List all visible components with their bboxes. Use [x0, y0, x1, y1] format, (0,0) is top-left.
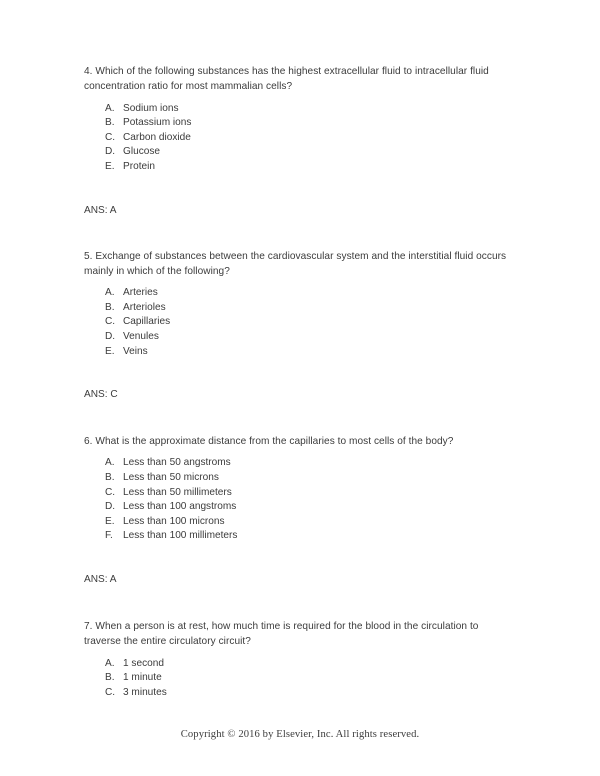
option-label: Veins: [123, 345, 148, 357]
option-item[interactable]: [105, 345, 514, 360]
option-item[interactable]: [105, 456, 514, 471]
option-item[interactable]: [105, 471, 514, 486]
option-list-4: [84, 102, 514, 175]
spacer: [84, 218, 514, 249]
option-letter: A.: [105, 457, 115, 469]
question-list: [84, 64, 514, 700]
option-label: Less than 100 microns: [123, 515, 225, 527]
option-label: Less than 50 angstroms: [123, 457, 231, 469]
option-letter: F.: [105, 530, 113, 542]
option-item[interactable]: [105, 145, 514, 160]
option-item[interactable]: [105, 657, 514, 672]
option-item[interactable]: [105, 500, 514, 515]
option-letter: D.: [105, 146, 116, 158]
option-item[interactable]: [105, 686, 514, 701]
option-item[interactable]: [105, 515, 514, 530]
question-block-7: [84, 619, 514, 700]
option-label: 1 minute: [123, 672, 162, 684]
option-item[interactable]: [105, 529, 514, 544]
question-block-4: [84, 64, 514, 175]
option-label: Less than 100 millimeters: [123, 530, 238, 542]
option-letter: C.: [105, 131, 116, 143]
option-label: Glucose: [123, 146, 161, 158]
option-item[interactable]: [105, 330, 514, 345]
option-label: Less than 50 microns: [123, 472, 219, 484]
option-label: Potassium ions: [123, 117, 192, 129]
option-label: Arteries: [123, 287, 158, 299]
option-label: 1 second: [123, 657, 164, 669]
question-text-4: 4. Which of the following substances has the highest extracellular fluid to intracellular fluid concentration ratio for most mammalian cells?: [84, 66, 489, 93]
spacer: [84, 175, 514, 203]
option-letter: E.: [105, 345, 115, 357]
answer-line-5: ANS: C: [84, 389, 118, 401]
option-item[interactable]: [105, 315, 514, 330]
question-text-6: 6. What is the approximate distance from the capillaries to most cells of the body?: [84, 436, 454, 448]
answer-line-6: ANS: A: [84, 573, 117, 585]
option-label: Venules: [123, 330, 159, 342]
option-item[interactable]: [105, 131, 514, 146]
option-letter: A.: [105, 287, 115, 299]
option-letter: E.: [105, 160, 115, 172]
option-item[interactable]: [105, 671, 514, 686]
option-label: Protein: [123, 160, 155, 172]
spacer: [84, 359, 514, 387]
option-letter: A.: [105, 102, 115, 114]
option-label: Arterioles: [123, 301, 166, 313]
option-letter: B.: [105, 672, 115, 684]
option-letter: C.: [105, 316, 116, 328]
option-letter: D.: [105, 330, 116, 342]
footer-copyright: Copyright © 2016 by Elsevier, Inc. All rights reserved.: [180, 729, 420, 740]
option-letter: B.: [105, 117, 115, 129]
question-text-7: 7. When a person is at rest, how much time is required for the blood in the circulation to traverse the entire circulatory circuit?: [84, 620, 479, 648]
question-block-5: [84, 249, 514, 360]
option-list-6: [84, 456, 514, 544]
option-list-5: [84, 286, 514, 359]
option-item[interactable]: [105, 102, 514, 117]
option-list-7: [84, 657, 514, 701]
answer-line-4: ANS: A: [84, 204, 117, 216]
option-item[interactable]: [105, 486, 514, 501]
option-item[interactable]: [105, 160, 514, 175]
option-letter: B.: [105, 301, 115, 313]
option-letter: D.: [105, 501, 116, 513]
option-label: Carbon dioxide: [123, 131, 191, 143]
option-letter: B.: [105, 472, 115, 484]
spacer: [84, 402, 514, 434]
option-item[interactable]: [105, 116, 514, 131]
option-letter: C.: [105, 686, 116, 698]
option-item[interactable]: [105, 286, 514, 301]
option-label: Capillaries: [123, 316, 171, 328]
question-text-5: 5. Exchange of substances between the cardiovascular system and the interstitial fluid occurs mainly in which of the following?: [84, 250, 507, 277]
option-letter: E.: [105, 515, 115, 527]
option-letter: C.: [105, 486, 116, 498]
spacer: [84, 544, 514, 572]
option-label: Sodium ions: [123, 102, 179, 114]
spacer: [84, 587, 514, 619]
option-label: 3 minutes: [123, 686, 167, 698]
option-letter: A.: [105, 657, 115, 669]
option-label: Less than 100 angstroms: [123, 501, 237, 513]
option-item[interactable]: [105, 301, 514, 316]
question-block-6: [84, 434, 514, 544]
option-label: Less than 50 millimeters: [123, 486, 232, 498]
